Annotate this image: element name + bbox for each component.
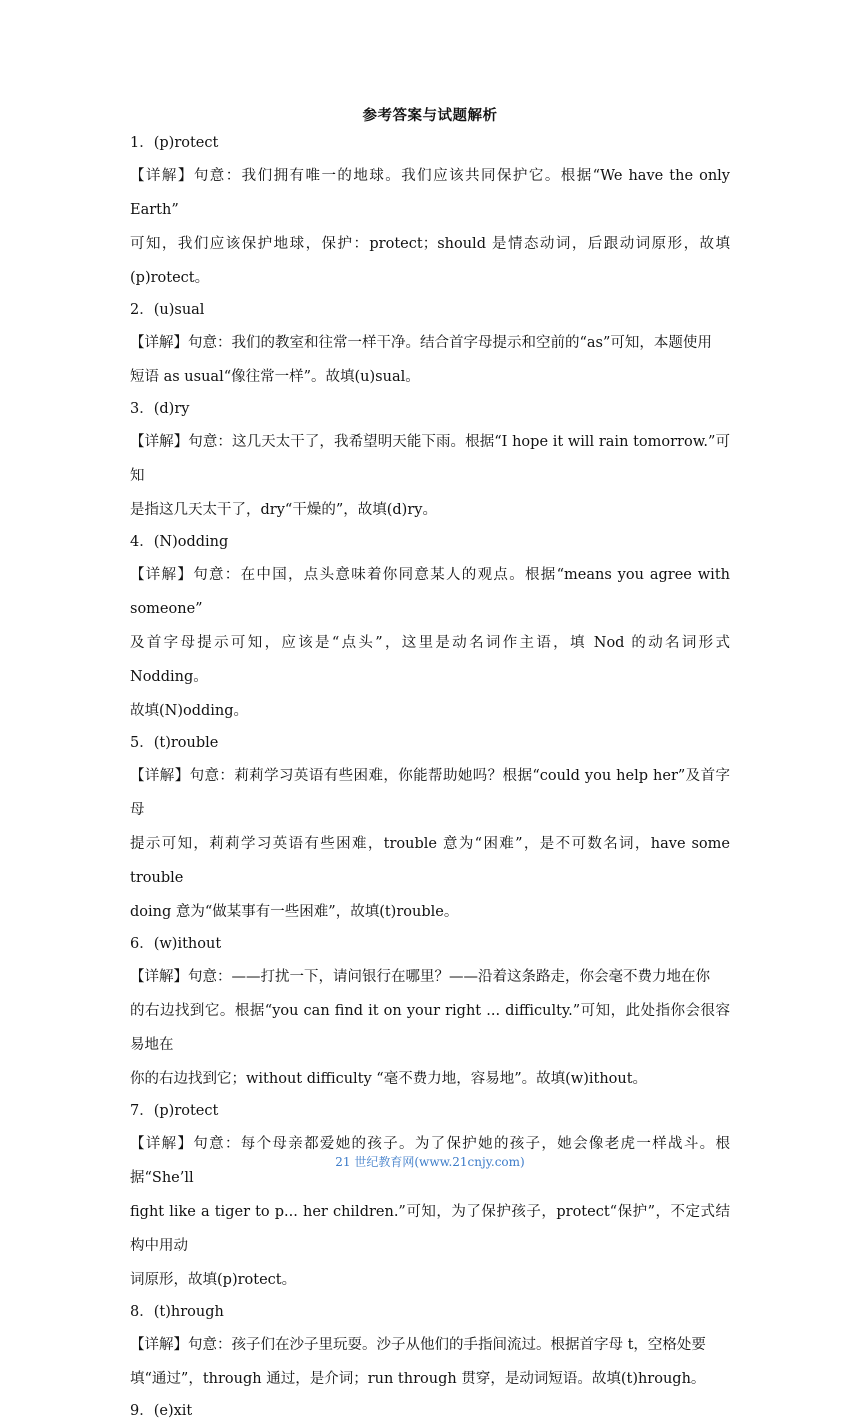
explanation-line: 及首字母提示可知，应该是“点头”，这里是动名词作主语，填 Nod 的动名词形式 Nodding。 xyxy=(130,635,730,685)
answer-number: 2．(u)sual xyxy=(130,302,205,318)
explanation-line: 的右边找到它。根据“you can find it on your right ... difficulty.”可知，此处指你会很容易地在 xyxy=(130,1003,730,1053)
explanation-line: 【详解】句意：每个母亲都爱她的孩子。为了保护她的孩子，她会像老虎一样战斗。根据“She’ll xyxy=(130,1136,730,1186)
answer-item-1 xyxy=(130,133,730,295)
explanation-line: 故填(N)odding。 xyxy=(130,703,249,719)
answer-number: 3．(d)ry xyxy=(130,401,190,417)
answer-item-7 xyxy=(130,1101,730,1297)
explanation-line: 短语 as usual“像往常一样”。故填(u)sual。 xyxy=(130,369,420,385)
explanation-line: 【详解】句意：我们的教室和往常一样干净。结合首字母提示和空前的“as”可知，本题使用 xyxy=(130,335,712,351)
explanation-line: 提示可知，莉莉学习英语有些困难，trouble 意为“困难”，是不可数名词，have some trouble xyxy=(130,836,730,886)
explanation-line: fight like a tiger to p... her children.”可知，为了保护孩子，protect“保护”，不定式结构中用动 xyxy=(130,1204,730,1254)
explanation-line: 【详解】句意：莉莉学习英语有些困难，你能帮助她吗？根据“could you help her”及首字母 xyxy=(130,768,730,818)
answer-list xyxy=(130,133,730,1422)
answer-number: 9．(e)xit xyxy=(130,1403,193,1419)
page-footer: 21 世纪教育网(www.21cnjy.com) xyxy=(335,1155,525,1169)
answer-number: 1．(p)rotect xyxy=(130,135,219,151)
answer-number: 4．(N)odding xyxy=(130,534,229,550)
explanation-line: 【详解】句意：在中国，点头意味着你同意某人的观点。根据“means you agree with someone” xyxy=(130,567,730,617)
answer-item-6 xyxy=(130,934,730,1096)
explanation-line: 填“通过”，through 通过，是介词；run through 贯穿，是动词短语。故填(t)hrough。 xyxy=(130,1371,706,1387)
explanation-line: 你的右边找到它；without difficulty “毫不费力地，容易地”。故填(w)ithout。 xyxy=(130,1071,648,1087)
explanation-line: 【详解】句意：——打扰一下，请问银行在哪里？——沿着这条路走，你会毫不费力地在你 xyxy=(130,969,710,985)
answer-number: 5．(t)rouble xyxy=(130,735,219,751)
answer-item-2 xyxy=(130,300,730,394)
answer-item-4 xyxy=(130,532,730,728)
explanation-line: 是指这几天太干了，dry“干燥的”，故填(d)ry。 xyxy=(130,502,437,518)
answer-item-3 xyxy=(130,399,730,527)
explanation-line: 词原形，故填(p)rotect。 xyxy=(130,1272,297,1288)
explanation-line: 【详解】句意：我们拥有唯一的地球。我们应该共同保护它。根据“We have the only Earth” xyxy=(130,168,730,218)
explanation-line: doing 意为“做某事有一些困难”，故填(t)rouble。 xyxy=(130,904,459,920)
answer-item-5 xyxy=(130,733,730,929)
explanation-line: 可知，我们应该保护地球，保护：protect；should 是情态动词，后跟动词原形，故填(p)rotect。 xyxy=(130,236,730,286)
explanation-line: 【详解】句意：这几天太干了，我希望明天能下雨。根据“I hope it will rain tomorrow.”可知 xyxy=(130,434,731,484)
answer-item-9 xyxy=(130,1401,730,1422)
answer-number: 6．(w)ithout xyxy=(130,936,222,952)
answer-number: 8．(t)hrough xyxy=(130,1304,224,1320)
answer-item-8 xyxy=(130,1302,730,1396)
page-title: 参考答案与试题解析 xyxy=(362,107,498,124)
answer-number: 7．(p)rotect xyxy=(130,1103,219,1119)
explanation-line: 【详解】句意：孩子们在沙子里玩耍。沙子从他们的手指间流过。根据首字母 t，空格处要 xyxy=(130,1337,706,1353)
